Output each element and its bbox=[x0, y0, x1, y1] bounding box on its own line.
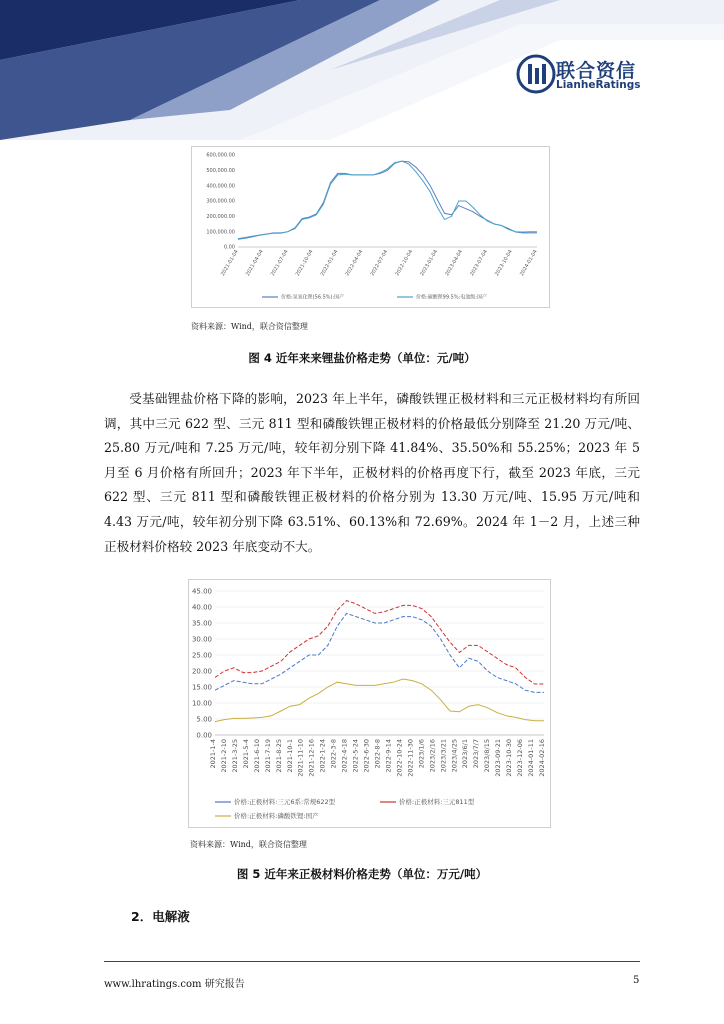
x-tick-label: 2023/2/16 bbox=[428, 739, 437, 773]
footer-divider bbox=[104, 961, 640, 962]
logo-icon bbox=[516, 54, 556, 94]
y-tick-label: 5.00 bbox=[196, 715, 212, 724]
x-tick-label: 2022-10-24 bbox=[395, 739, 404, 777]
y-tick-label: 25.00 bbox=[191, 651, 212, 660]
legend-label: 价格:氢氧化锂(56.5%):国产 bbox=[281, 294, 345, 301]
x-tick-label: 2021-2-10 bbox=[219, 739, 228, 773]
figure4-source: 资料来源：Wind，联合资信整理 bbox=[191, 322, 308, 331]
legend-label: 价格:正极材料:三元811型 bbox=[399, 798, 475, 807]
x-tick-label: 2022-9-14 bbox=[384, 739, 393, 773]
x-tick-label: 2021-01-04 bbox=[220, 249, 240, 278]
x-tick-label: 2023-10-04 bbox=[494, 249, 514, 278]
logo-name: 联合资信 bbox=[556, 60, 637, 82]
legend-label: 价格:正极材料:三元6系:常规622型 bbox=[234, 798, 336, 807]
series-line bbox=[238, 161, 537, 239]
x-tick-label: 2023-10-30 bbox=[505, 739, 514, 777]
footer-website: www.lhratings.com 研究报告 bbox=[104, 979, 245, 990]
y-tick-label: 30.00 bbox=[191, 635, 212, 644]
x-tick-label: 2021-1-4 bbox=[209, 739, 217, 769]
x-tick-label: 2021-7-19 bbox=[263, 739, 272, 773]
x-tick-label: 2023/6/1 bbox=[461, 739, 470, 769]
y-tick-label: 600,000.00 bbox=[206, 152, 235, 159]
x-tick-label: 2024-02-16 bbox=[538, 739, 546, 777]
x-tick-label: 2022-6-30 bbox=[362, 739, 371, 773]
x-tick-label: 2022-11-30 bbox=[406, 739, 415, 777]
figure5-source: 资料来源：Wind，联合资信整理 bbox=[190, 840, 307, 849]
x-tick-label: 2023/8/15 bbox=[483, 739, 492, 773]
series-line bbox=[215, 601, 544, 684]
logo-english-name: LianheRatings bbox=[556, 79, 641, 91]
figure5-chart bbox=[188, 579, 551, 828]
legend-label: 价格:正极材料:磷酸铁锂:国产 bbox=[234, 812, 319, 821]
y-tick-label: 0.00 bbox=[223, 244, 235, 251]
x-tick-label: 2022-1-24 bbox=[318, 739, 327, 773]
x-tick-label: 2022-5-24 bbox=[351, 739, 360, 773]
x-tick-label: 2021-5-4 bbox=[241, 739, 250, 769]
legend-label: 价格:碳酸锂99.5%:电池级:国产 bbox=[416, 294, 487, 301]
series-line bbox=[215, 679, 544, 722]
y-tick-label: 100,000.00 bbox=[206, 229, 235, 236]
page-number: 5 bbox=[633, 975, 640, 986]
x-tick-label: 2023-04-04 bbox=[444, 249, 464, 278]
x-tick-label: 2022-07-04 bbox=[369, 249, 390, 278]
x-tick-label: 2021-10-04 bbox=[294, 249, 315, 278]
y-tick-label: 500,000.00 bbox=[206, 168, 235, 174]
x-tick-label: 2021-07-04 bbox=[269, 249, 290, 278]
series-line bbox=[215, 613, 544, 692]
x-tick-label: 2023/4/25 bbox=[450, 739, 459, 773]
x-tick-label: 2022-3-8 bbox=[329, 739, 338, 769]
y-tick-label: 45.00 bbox=[191, 587, 212, 596]
y-tick-label: 200,000.00 bbox=[206, 214, 235, 220]
x-tick-label: 2023/1/6 bbox=[417, 739, 426, 769]
body-paragraph: 受基础锂盐价格下降的影响，2023 年上半年，磷酸铁锂正极材料和三元正极材料均有所回调，其中三元 622 型、三元 811 型和磷酸铁锂正极材料的价格最低分别降至 21.20 万元/吨、25.80 万元/吨和 7.25 万元/吨，较年初分别下降 41.84%、35.50%和 55.25%；2023 年 5 月至 6 月价格有所回升；2023 年下半年，正极材料的价格再度下行，截至 2023 年底，三元 622 型、三元 811 型和磷酸铁锂正极材料的价格分别为 13.30 万元/吨、15.95 万元/吨和 4.43 万元/吨，较年初分别下降 63.51%、60.13%和 72.69%。2024 年 1－2 月，上述三种正极材料价格较 2023 年底变动不大。 bbox=[104, 391, 640, 554]
x-tick-label: 2021-3-25 bbox=[230, 739, 239, 773]
x-tick-label: 2022-4-18 bbox=[340, 739, 349, 773]
x-tick-label: 2023-12-06 bbox=[516, 739, 525, 777]
x-tick-label: 2022-01-04 bbox=[319, 249, 340, 278]
x-tick-label: 2021-6-10 bbox=[252, 739, 261, 773]
x-tick-label: 2022-10-04 bbox=[394, 249, 415, 278]
x-tick-label: 2021-04-04 bbox=[244, 249, 265, 278]
figure4-chart bbox=[191, 146, 550, 308]
x-tick-label: 2021-11-10 bbox=[296, 739, 305, 777]
x-tick-label: 2023-09-21 bbox=[494, 739, 503, 777]
y-tick-label: 20.00 bbox=[191, 667, 212, 676]
y-tick-label: 400,000.00 bbox=[206, 183, 235, 190]
x-tick-label: 2022-8-8 bbox=[373, 739, 382, 769]
y-tick-label: 10.00 bbox=[191, 699, 212, 708]
x-tick-label: 2023-01-04 bbox=[419, 248, 440, 278]
y-tick-label: 35.00 bbox=[191, 619, 212, 628]
x-tick-label: 2024-01-04 bbox=[519, 249, 539, 278]
x-tick-label: 2023/7/7 bbox=[472, 739, 481, 769]
y-tick-label: 300,000.00 bbox=[206, 198, 235, 205]
x-tick-label: 2023/3/21 bbox=[439, 739, 448, 773]
figure4-caption: 图 4 近年来来锂盐价格走势（单位：元/吨） bbox=[248, 351, 476, 365]
figure5-caption: 图 5 近年来正极材料价格走势（单位：万元/吨） bbox=[236, 867, 488, 881]
x-tick-label: 2021-8-25 bbox=[274, 739, 283, 773]
x-tick-label: 2023-07-04 bbox=[469, 249, 489, 278]
x-tick-label: 2022-04-04 bbox=[344, 249, 365, 278]
y-tick-label: 0.00 bbox=[196, 731, 212, 740]
section-heading: 2．电解液 bbox=[131, 909, 190, 924]
x-tick-label: 2021-10-1 bbox=[285, 739, 294, 773]
x-tick-label: 2024-01-11 bbox=[527, 739, 536, 777]
y-tick-label: 40.00 bbox=[191, 603, 212, 612]
x-tick-label: 2021-12-16 bbox=[307, 739, 316, 777]
body-text bbox=[104, 387, 640, 559]
y-tick-label: 15.00 bbox=[191, 683, 212, 692]
series-line bbox=[238, 161, 537, 239]
